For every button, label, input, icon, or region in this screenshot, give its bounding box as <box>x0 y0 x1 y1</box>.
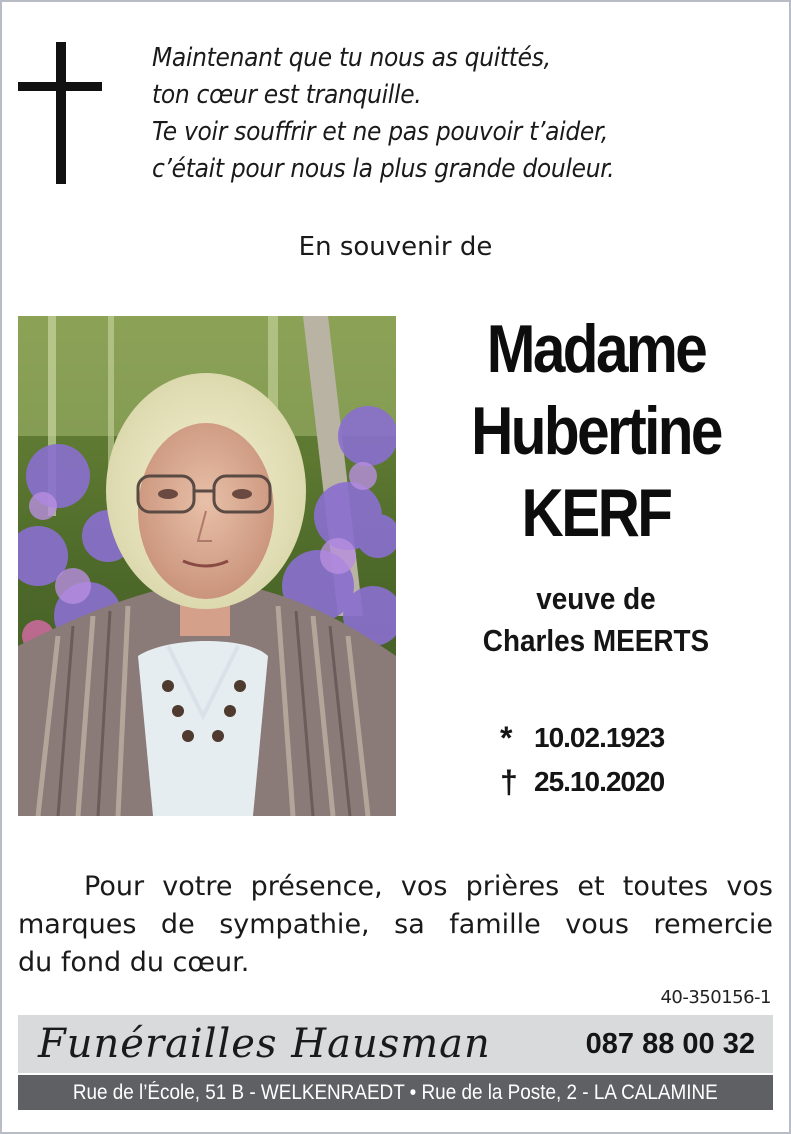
deceased-title: Madame <box>486 311 706 387</box>
thanks-line: Pour votre présence, vos prières et toutes vos <box>84 871 773 902</box>
funeral-home-phone: 087 88 00 32 <box>585 1027 755 1060</box>
dates <box>500 716 760 804</box>
deceased-first-name: Hubertine <box>471 393 721 469</box>
portrait-photo <box>18 316 396 816</box>
funeral-home-bar <box>18 1015 773 1073</box>
funeral-home-address: Rue de l’École, 51 B - WELKENRAEDT • Rue de la Poste, 2 - LA CALAMINE <box>73 1080 718 1104</box>
poem-line: Maintenant que tu nous as quittés, <box>152 43 551 73</box>
poem-line: Te voir souffrir et ne pas pouvoir t’aider, <box>152 117 609 147</box>
poem <box>152 40 772 188</box>
death-row <box>500 760 760 804</box>
funeral-home-name: Funérailles Hausman <box>38 1021 491 1067</box>
poem-line: ton cœur est tranquille. <box>152 80 422 110</box>
deceased-name <box>420 308 772 554</box>
death-date: 25.10.2020 <box>534 766 665 797</box>
birth-star-icon: * <box>500 720 513 756</box>
birth-row <box>500 716 760 760</box>
poem-line: c’était pour nous la plus grande douleur. <box>152 154 615 184</box>
thanks-text <box>18 868 773 982</box>
widow-of <box>420 578 772 662</box>
address-bar <box>18 1075 773 1110</box>
spouse-name: Charles MEERTS <box>482 623 710 658</box>
intro-text: En souvenir de <box>298 232 493 262</box>
deceased-last-name: KERF <box>521 475 671 551</box>
thanks-line: du fond du cœur. <box>18 947 250 978</box>
widow-line: veuve de <box>536 581 656 616</box>
thanks-line: marques de sympathie, sa famille vous remercie <box>18 909 773 940</box>
death-cross-icon: † <box>500 764 518 800</box>
cross-icon <box>18 42 102 184</box>
reference-number: 40-350156-1 <box>660 987 771 1008</box>
birth-date: 10.02.1923 <box>534 722 665 753</box>
